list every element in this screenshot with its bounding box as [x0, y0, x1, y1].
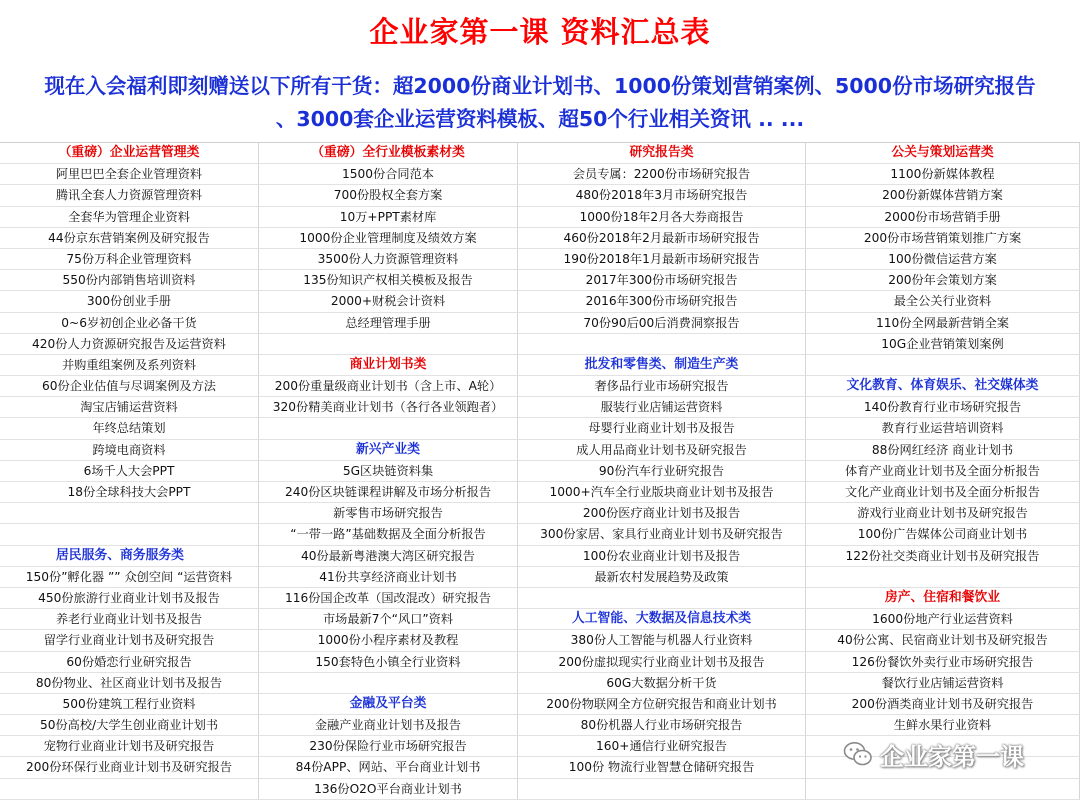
resource-item: 阿里巴巴全套企业管理资料: [0, 164, 259, 185]
resource-item: 110份全网最新营销全案: [806, 313, 1080, 334]
resource-item: 60份婚恋行业研究报告: [0, 652, 259, 673]
resource-item: 40份公寓、民宿商业计划书及研究报告: [806, 630, 1080, 651]
resource-item: 700份股权全套方案: [259, 185, 518, 206]
resource-item: 6场千人大会PPT: [0, 461, 259, 482]
empty-cell: [518, 588, 806, 609]
empty-cell: [259, 418, 518, 439]
resource-item: 70份90后00后消费洞察报告: [518, 313, 806, 334]
resource-item: 2016年300份市场研究报告: [518, 291, 806, 312]
resource-item: 0~6岁初创企业必备干货: [0, 313, 259, 334]
watermark: [842, 736, 1024, 772]
resource-item: 留学行业商业计划书及研究报告: [0, 630, 259, 651]
resource-item: 2017年300份市场研究报告: [518, 270, 806, 291]
resource-item: 240份区块链课程讲解及市场分析报告: [259, 482, 518, 503]
empty-cell: [806, 567, 1080, 588]
section-header: 金融及平台类: [259, 694, 518, 715]
section-header: （重磅）企业运营管理类: [0, 143, 259, 164]
resource-item: 150套特色小镇全行业资料: [259, 652, 518, 673]
resource-item: 200份物联网全方位研究报告和商业计划书: [518, 694, 806, 715]
resource-item: 总经理管理手册: [259, 313, 518, 334]
resource-table: [0, 142, 1080, 800]
resource-item: 84份APP、网站、平台商业计划书: [259, 757, 518, 778]
resource-item: 460份2018年2月最新市场研究报告: [518, 228, 806, 249]
resource-item: 体育产业商业计划书及全面分析报告: [806, 461, 1080, 482]
resource-item: 450份旅游行业商业计划书及报告: [0, 588, 259, 609]
resource-item: 136份O2O平台商业计划书: [259, 779, 518, 800]
promo-banner: [0, 64, 1080, 142]
section-header: 批发和零售类、制造生产类: [518, 355, 806, 376]
section-header: 房产、住宿和餐饮业: [806, 588, 1080, 609]
resource-item: 200份医疗商业计划书及报告: [518, 503, 806, 524]
empty-cell: [0, 503, 259, 524]
resource-item: 40份最新粤港澳大湾区研究报告: [259, 546, 518, 567]
resource-item: 宠物行业商业计划书及研究报告: [0, 736, 259, 757]
resource-item: 2000份市场营销手册: [806, 207, 1080, 228]
resource-item: 60份企业估值与尽调案例及方法: [0, 376, 259, 397]
resource-item: 母婴行业商业计划书及报告: [518, 418, 806, 439]
resource-item: 文化产业商业计划书及全面分析报告: [806, 482, 1080, 503]
resource-item: 1000份小程序素材及教程: [259, 630, 518, 651]
empty-cell: [0, 524, 259, 545]
resource-item: 200份重量级商业计划书（含上市、A轮）: [259, 376, 518, 397]
resource-item: 100份 物流行业智慧仓储研究报告: [518, 757, 806, 778]
page-title: 企业家第一课 资料汇总表: [369, 15, 711, 49]
resource-item: 200份新媒体营销方案: [806, 185, 1080, 206]
section-header: 研究报告类: [518, 143, 806, 164]
resource-item: 200份环保行业商业计划书及研究报告: [0, 757, 259, 778]
watermark-text: 企业家第一课: [880, 742, 1024, 771]
resource-item: 最全公关行业资料: [806, 291, 1080, 312]
resource-item: 1100份新媒体教程: [806, 164, 1080, 185]
resource-item: 550份内部销售培训资料: [0, 270, 259, 291]
resource-item: 75份万科企业管理资料: [0, 249, 259, 270]
resource-item: 教育行业运营培训资料: [806, 418, 1080, 439]
resource-item: 服装行业店铺运营资料: [518, 397, 806, 418]
empty-cell: [518, 334, 806, 355]
resource-item: 50份高校/大学生创业商业计划书: [0, 715, 259, 736]
resource-item: 10万+PPT素材库: [259, 207, 518, 228]
banner-line-1: 现在入会福利即刻赠送以下所有干货：超2000份商业计划书、1000份策划营销案例、5000份市场研究报告: [44, 74, 1036, 98]
empty-cell: [259, 673, 518, 694]
resource-item: “一带一路”基础数据及全面分析报告: [259, 524, 518, 545]
resource-item: 奢侈品行业市场研究报告: [518, 376, 806, 397]
resource-item: 全套华为管理企业资料: [0, 207, 259, 228]
section-header: 文化教育、体育娱乐、社交媒体类: [806, 376, 1080, 397]
resource-item: 200份酒类商业计划书及研究报告: [806, 694, 1080, 715]
resource-item: 320份精美商业计划书（各行各业领跑者）: [259, 397, 518, 418]
resource-item: 10G企业营销策划案例: [806, 334, 1080, 355]
empty-cell: [0, 779, 259, 800]
resource-item: 5G区块链资料集: [259, 461, 518, 482]
resource-item: 60G大数据分析干货: [518, 673, 806, 694]
resource-item: 最新农村发展趋势及政策: [518, 567, 806, 588]
resource-item: 500份建筑工程行业资料: [0, 694, 259, 715]
wechat-logo-icon: [842, 738, 874, 770]
resource-item: 游戏行业商业计划书及研究报告: [806, 503, 1080, 524]
section-header: 新兴产业类: [259, 440, 518, 461]
resource-item: 1000份18年2月各大券商报告: [518, 207, 806, 228]
resource-item: 190份2018年1月最新市场研究报告: [518, 249, 806, 270]
resource-item: 成人用品商业计划书及研究报告: [518, 440, 806, 461]
section-header: （重磅）全行业模板素材类: [259, 143, 518, 164]
resource-item: 88份网红经济 商业计划书: [806, 440, 1080, 461]
resource-item: 140份教育行业市场研究报告: [806, 397, 1080, 418]
resource-item: 1600份地产行业运营资料: [806, 609, 1080, 630]
resource-item: 480份2018年3月市场研究报告: [518, 185, 806, 206]
resource-item: 116份国企改革（国改混改）研究报告: [259, 588, 518, 609]
resource-item: 300份创业手册: [0, 291, 259, 312]
empty-cell: [518, 779, 806, 800]
resource-item: 41份共享经济商业计划书: [259, 567, 518, 588]
resource-item: 并购重组案例及系列资料: [0, 355, 259, 376]
resource-item: 1000+汽车全行业版块商业计划书及报告: [518, 482, 806, 503]
resource-item: 420份人力资源研究报告及运营资料: [0, 334, 259, 355]
resource-item: 80份物业、社区商业计划书及报告: [0, 673, 259, 694]
section-header: 人工智能、大数据及信息技术类: [518, 609, 806, 630]
empty-cell: [259, 334, 518, 355]
resource-item: 淘宝店铺运营资料: [0, 397, 259, 418]
resource-item: 1000份企业管理制度及绩效方案: [259, 228, 518, 249]
resource-item: 90份汽车行业研究报告: [518, 461, 806, 482]
resource-item: 300份家居、家具行业商业计划书及研究报告: [518, 524, 806, 545]
resource-item: 养老行业商业计划书及报告: [0, 609, 259, 630]
resource-item: 生鲜水果行业资料: [806, 715, 1080, 736]
resource-item: 市场最新7个“风口”资料: [259, 609, 518, 630]
resource-item: 1500份合同范本: [259, 164, 518, 185]
empty-cell: [806, 355, 1080, 376]
resource-item: 230份保险行业市场研究报告: [259, 736, 518, 757]
resource-item: 跨境电商资料: [0, 440, 259, 461]
resource-item: 新零售市场研究报告: [259, 503, 518, 524]
resource-item: 腾讯全套人力资源管理资料: [0, 185, 259, 206]
resource-item: 3500份人力资源管理资料: [259, 249, 518, 270]
resource-item: 150份”孵化器 ”” 众创空间 “运营资料: [0, 567, 259, 588]
resource-item: 会员专属：2200份市场研究报告: [518, 164, 806, 185]
resource-item: 122份社交类商业计划书及研究报告: [806, 546, 1080, 567]
resource-item: 2000+财税会计资料: [259, 291, 518, 312]
resource-item: 餐饮行业店铺运营资料: [806, 673, 1080, 694]
resource-item: 160+通信行业研究报告: [518, 736, 806, 757]
section-header: 商业计划书类: [259, 355, 518, 376]
resource-item: 126份餐饮外卖行业市场研究报告: [806, 652, 1080, 673]
resource-item: 380份人工智能与机器人行业资料: [518, 630, 806, 651]
resource-item: 200份年会策划方案: [806, 270, 1080, 291]
resource-item: 金融产业商业计划书及报告: [259, 715, 518, 736]
empty-cell: [806, 779, 1080, 800]
section-header: 公关与策划运营类: [806, 143, 1080, 164]
resource-item: 18份全球科技大会PPT: [0, 482, 259, 503]
resource-item: 100份微信运营方案: [806, 249, 1080, 270]
resource-item: 100份广告媒体公司商业计划书: [806, 524, 1080, 545]
section-header: 居民服务、商务服务类: [0, 546, 259, 567]
resource-item: 200份虚拟现实行业商业计划书及报告: [518, 652, 806, 673]
resource-item: 135份知识产权相关模板及报告: [259, 270, 518, 291]
resource-item: 年终总结策划: [0, 418, 259, 439]
resource-item: 44份京东营销案例及研究报告: [0, 228, 259, 249]
resource-item: 80份机器人行业市场研究报告: [518, 715, 806, 736]
banner-line-2: 、3000套企业运营资料模板、超50个行业相关资讯 .. ...: [275, 107, 805, 131]
resource-item: 100份农业商业计划书及报告: [518, 546, 806, 567]
resource-item: 200份市场营销策划推广方案: [806, 228, 1080, 249]
